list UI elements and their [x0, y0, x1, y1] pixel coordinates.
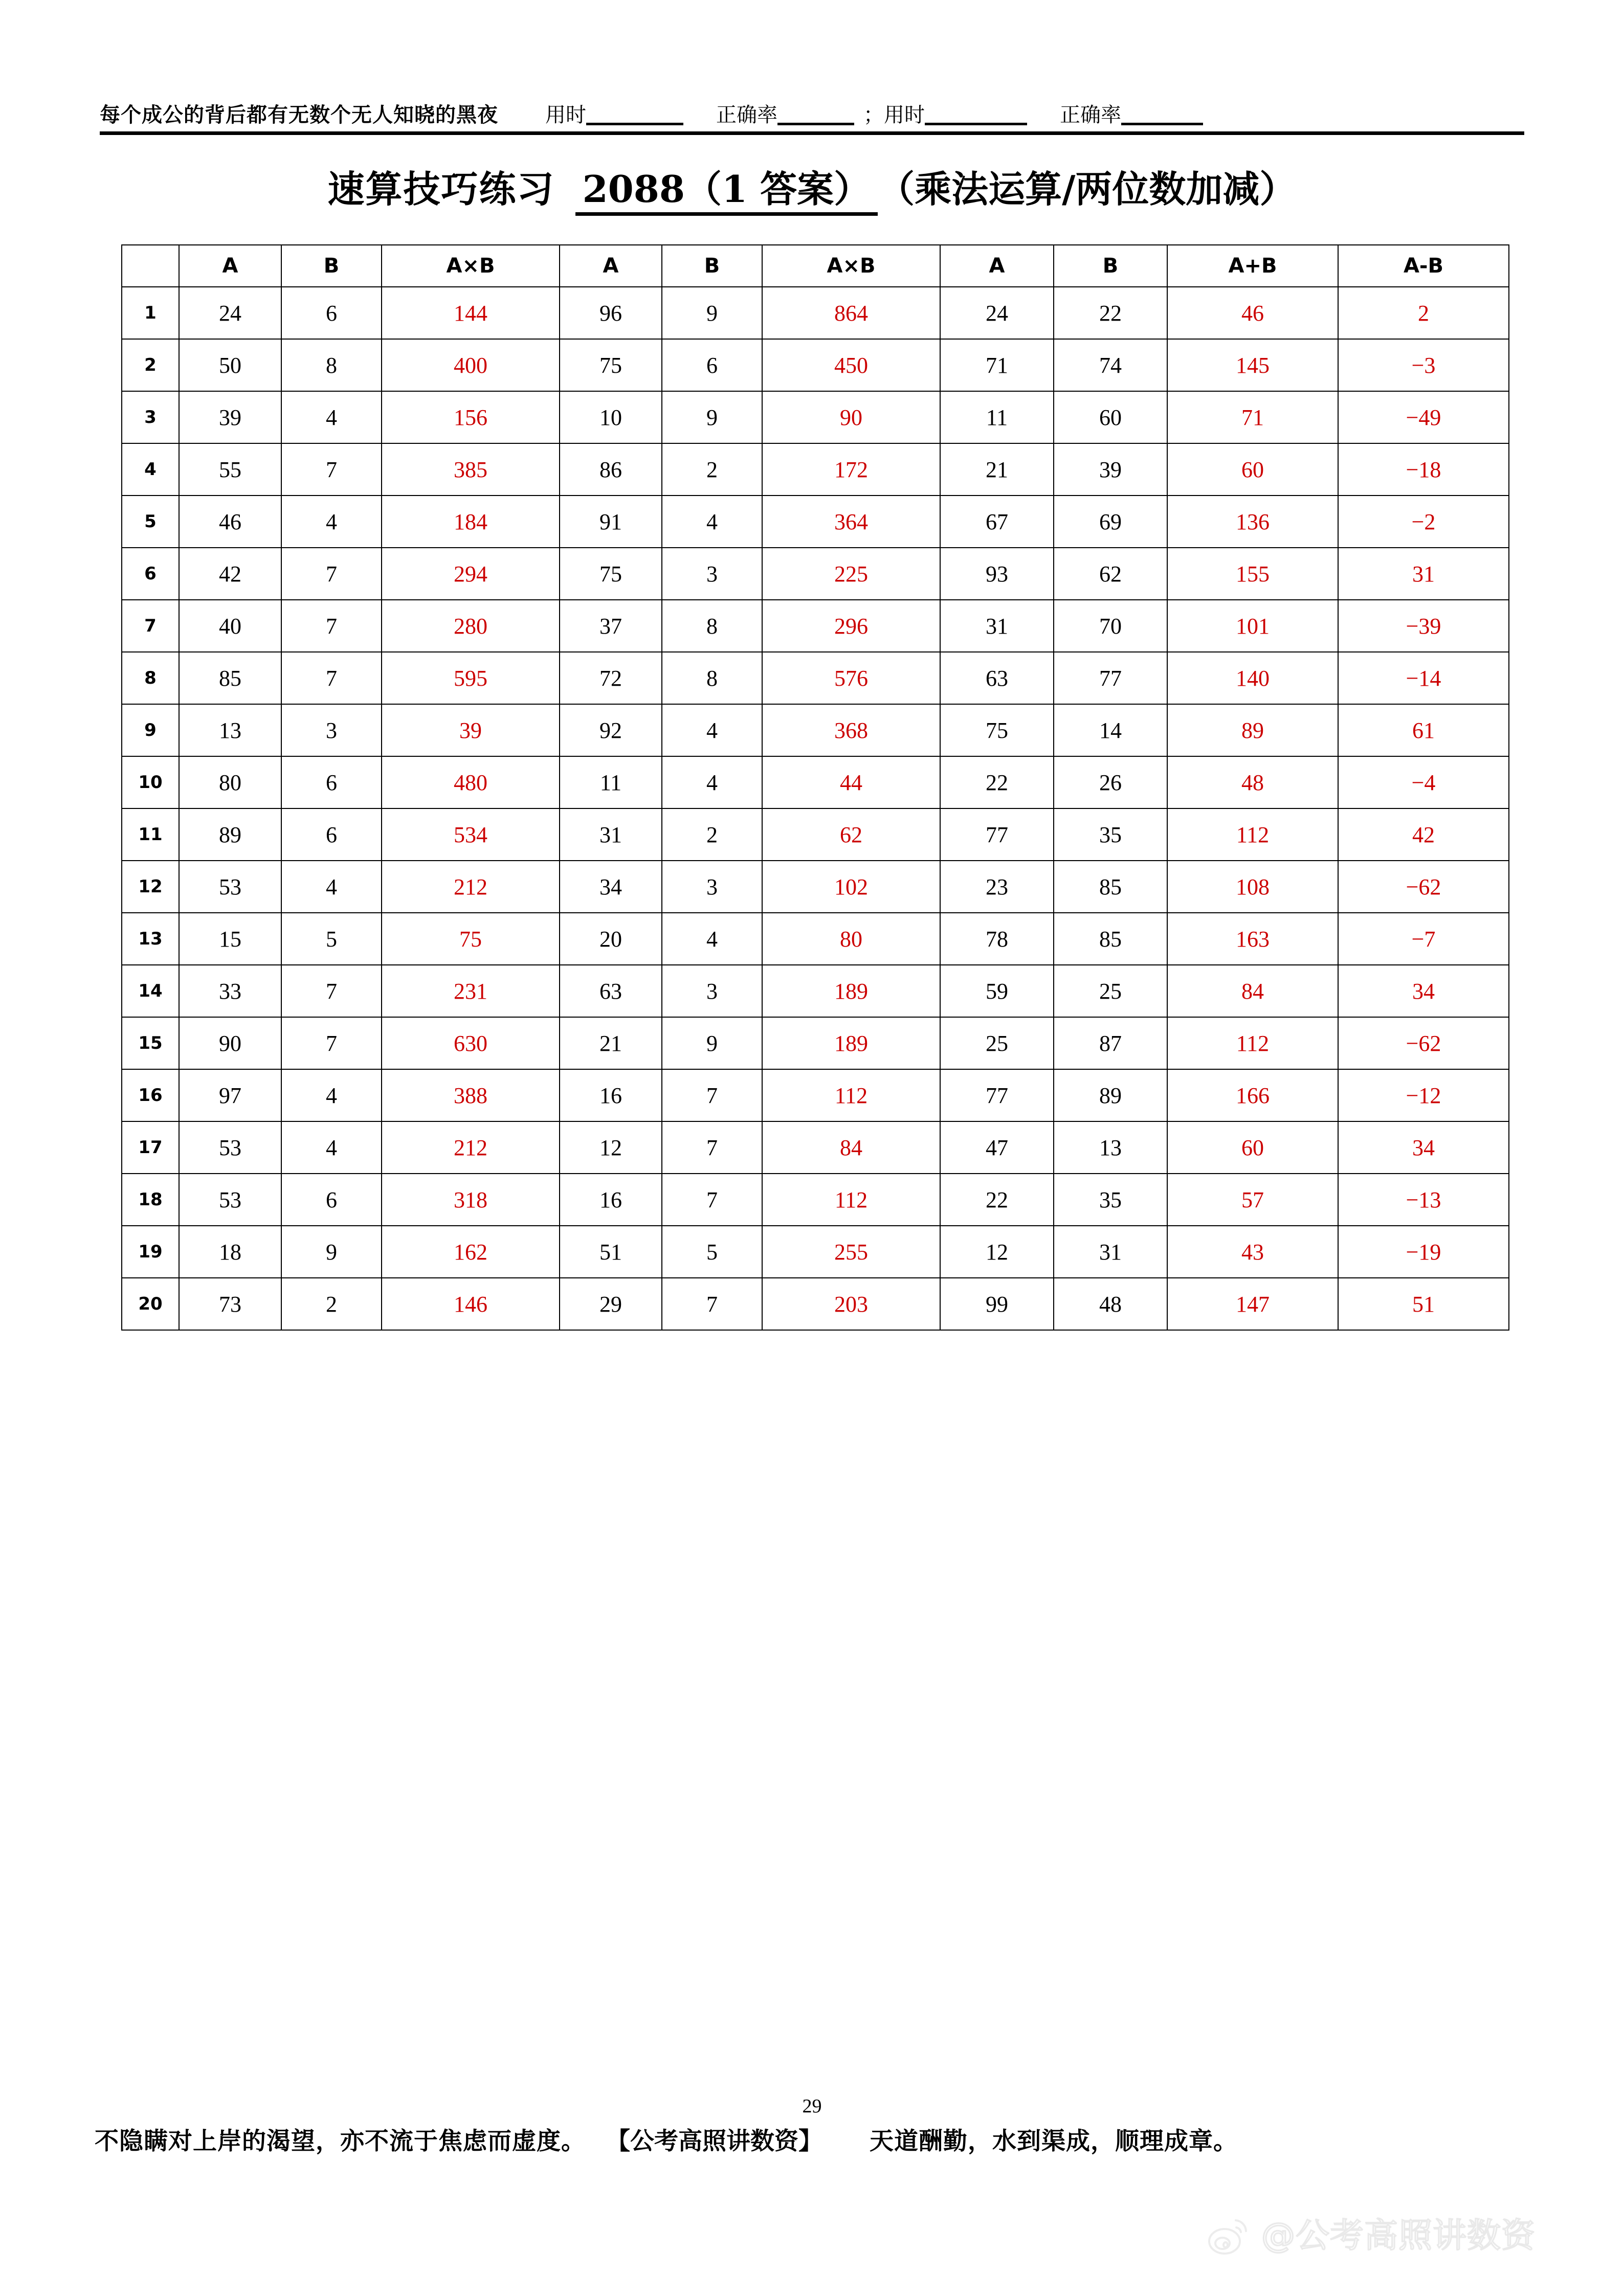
cell-answer: 595	[382, 652, 560, 704]
cell-answer: 84	[762, 1121, 940, 1174]
cell-operand: 75	[560, 339, 662, 391]
cell-operand: 67	[940, 496, 1054, 548]
cell-answer: 388	[382, 1069, 560, 1121]
cell-operand: 46	[179, 496, 281, 548]
cell-operand: 4	[662, 913, 762, 965]
cell-operand: 2	[662, 443, 762, 496]
cell-operand: 13	[179, 704, 281, 756]
cell-operand: 3	[662, 548, 762, 600]
cell-answer: 48	[1167, 756, 1338, 808]
cell-operand: 7	[662, 1174, 762, 1226]
cell-operand: 3	[662, 861, 762, 913]
cell-answer: 212	[382, 1121, 560, 1174]
cell-operand: 16	[560, 1174, 662, 1226]
cell-answer: 112	[762, 1174, 940, 1226]
cell-operand: 18	[179, 1226, 281, 1278]
cell-answer: 162	[382, 1226, 560, 1278]
accuracy-label-2: 正确率	[1060, 103, 1121, 127]
cell-operand: 4	[281, 496, 382, 548]
cell-operand: 77	[940, 1069, 1054, 1121]
cell-operand: 55	[179, 443, 281, 496]
table-row	[122, 861, 1509, 913]
cell-operand: 4	[281, 1121, 382, 1174]
cell-answer: −14	[1338, 652, 1509, 704]
row-index: 6	[122, 548, 179, 600]
row-index: 13	[122, 913, 179, 965]
cell-answer: −49	[1338, 391, 1509, 443]
cell-answer: −62	[1338, 861, 1509, 913]
cell-operand: 63	[560, 965, 662, 1017]
cell-answer: −13	[1338, 1174, 1509, 1226]
cell-operand: 75	[560, 548, 662, 600]
cell-operand: 7	[662, 1278, 762, 1330]
cell-answer: 62	[762, 808, 940, 861]
cell-answer: 450	[762, 339, 940, 391]
cell-answer: 534	[382, 808, 560, 861]
cell-answer: 101	[1167, 600, 1338, 652]
page-running-header	[100, 105, 1524, 135]
row-index: 20	[122, 1278, 179, 1330]
cell-operand: 5	[281, 913, 382, 965]
table-row	[122, 965, 1509, 1017]
cell-answer: 75	[382, 913, 560, 965]
cell-answer: 480	[382, 756, 560, 808]
time-label-1: 用时	[545, 103, 586, 127]
table-row	[122, 548, 1509, 600]
cell-operand: 6	[281, 808, 382, 861]
cell-operand: 9	[662, 391, 762, 443]
cell-operand: 25	[1054, 965, 1167, 1017]
cell-operand: 4	[281, 1069, 382, 1121]
cell-answer: 385	[382, 443, 560, 496]
cell-answer: 294	[382, 548, 560, 600]
column-header-sum: A+B	[1167, 245, 1338, 287]
weibo-watermark	[1207, 2215, 1536, 2256]
row-index: 16	[122, 1069, 179, 1121]
cell-operand: 34	[560, 861, 662, 913]
table-row	[122, 1226, 1509, 1278]
cell-answer: 203	[762, 1278, 940, 1330]
cell-operand: 69	[1054, 496, 1167, 548]
table-row	[122, 1069, 1509, 1121]
cell-operand: 29	[560, 1278, 662, 1330]
cell-operand: 89	[1054, 1069, 1167, 1121]
table-row	[122, 1121, 1509, 1174]
cell-answer: 630	[382, 1017, 560, 1069]
cell-operand: 77	[940, 808, 1054, 861]
cell-operand: 73	[179, 1278, 281, 1330]
cell-answer: 31	[1338, 548, 1509, 600]
cell-operand: 24	[179, 287, 281, 339]
accuracy-field-1	[716, 105, 854, 125]
cell-answer: 231	[382, 965, 560, 1017]
cell-operand: 6	[662, 339, 762, 391]
cell-operand: 7	[281, 652, 382, 704]
cell-answer: −18	[1338, 443, 1509, 496]
row-index: 14	[122, 965, 179, 1017]
cell-answer: 184	[382, 496, 560, 548]
title-main: 速算技巧练习	[327, 167, 555, 211]
cell-operand: 37	[560, 600, 662, 652]
table-row	[122, 1278, 1509, 1330]
cell-answer: 144	[382, 287, 560, 339]
cell-operand: 31	[940, 600, 1054, 652]
row-index: 4	[122, 443, 179, 496]
row-index: 1	[122, 287, 179, 339]
row-index: 7	[122, 600, 179, 652]
weibo-logo-icon	[1207, 2215, 1254, 2256]
cell-answer: 155	[1167, 548, 1338, 600]
cell-answer: 61	[1338, 704, 1509, 756]
table-row	[122, 756, 1509, 808]
column-header-a3: A	[940, 245, 1054, 287]
table-row	[122, 287, 1509, 339]
cell-answer: 146	[382, 1278, 560, 1330]
cell-operand: 85	[179, 652, 281, 704]
cell-operand: 39	[1054, 443, 1167, 496]
cell-operand: 87	[1054, 1017, 1167, 1069]
cell-answer: −62	[1338, 1017, 1509, 1069]
cell-answer: 112	[1167, 808, 1338, 861]
cell-operand: 85	[1054, 861, 1167, 913]
cell-operand: 96	[560, 287, 662, 339]
cell-answer: 136	[1167, 496, 1338, 548]
cell-answer: 163	[1167, 913, 1338, 965]
cell-operand: 21	[560, 1017, 662, 1069]
cell-answer: 51	[1338, 1278, 1509, 1330]
cell-answer: 400	[382, 339, 560, 391]
cell-operand: 6	[281, 756, 382, 808]
cell-answer: −4	[1338, 756, 1509, 808]
cell-answer: 44	[762, 756, 940, 808]
cell-operand: 14	[1054, 704, 1167, 756]
cell-operand: 8	[281, 339, 382, 391]
footer-quote: 不隐瞒对上岸的渴望，亦不流于焦虑而虚度。	[95, 2127, 586, 2155]
table-row	[122, 443, 1509, 496]
cell-operand: 2	[281, 1278, 382, 1330]
row-index: 18	[122, 1174, 179, 1226]
cell-operand: 78	[940, 913, 1054, 965]
cell-operand: 23	[940, 861, 1054, 913]
cell-operand: 11	[560, 756, 662, 808]
cell-operand: 7	[662, 1069, 762, 1121]
cell-answer: 43	[1167, 1226, 1338, 1278]
cell-answer: 280	[382, 600, 560, 652]
cell-operand: 22	[1054, 287, 1167, 339]
cell-operand: 4	[281, 861, 382, 913]
cell-answer: 296	[762, 600, 940, 652]
row-index: 12	[122, 861, 179, 913]
cell-operand: 11	[940, 391, 1054, 443]
column-header-b3: B	[1054, 245, 1167, 287]
row-index: 5	[122, 496, 179, 548]
cell-answer: −2	[1338, 496, 1509, 548]
column-header-product1: A×B	[382, 245, 560, 287]
cell-operand: 7	[281, 965, 382, 1017]
cell-operand: 7	[281, 600, 382, 652]
cell-operand: 3	[281, 704, 382, 756]
cell-answer: 368	[762, 704, 940, 756]
cell-answer: 212	[382, 861, 560, 913]
cell-operand: 13	[1054, 1121, 1167, 1174]
cell-answer: 71	[1167, 391, 1338, 443]
cell-operand: 22	[940, 1174, 1054, 1226]
column-header-index	[122, 245, 179, 287]
cell-operand: 7	[662, 1121, 762, 1174]
cell-answer: 147	[1167, 1278, 1338, 1330]
cell-operand: 4	[662, 704, 762, 756]
cell-operand: 47	[940, 1121, 1054, 1174]
cell-operand: 15	[179, 913, 281, 965]
cell-operand: 99	[940, 1278, 1054, 1330]
cell-answer: 80	[762, 913, 940, 965]
cell-answer: 112	[1167, 1017, 1338, 1069]
cell-operand: 9	[662, 287, 762, 339]
page-title	[0, 169, 1624, 216]
cell-answer: 60	[1167, 443, 1338, 496]
table-row	[122, 600, 1509, 652]
cell-operand: 4	[281, 391, 382, 443]
cell-operand: 75	[940, 704, 1054, 756]
cell-operand: 53	[179, 861, 281, 913]
cell-operand: 92	[560, 704, 662, 756]
cell-answer: 90	[762, 391, 940, 443]
cell-operand: 59	[940, 965, 1054, 1017]
cell-answer: 2	[1338, 287, 1509, 339]
accuracy-field-2	[1060, 105, 1203, 125]
time-blank-1[interactable]	[586, 105, 683, 125]
row-index: 15	[122, 1017, 179, 1069]
cell-operand: 35	[1054, 1174, 1167, 1226]
cell-answer: 156	[382, 391, 560, 443]
cell-operand: 33	[179, 965, 281, 1017]
cell-operand: 8	[662, 652, 762, 704]
table-row	[122, 391, 1509, 443]
cell-operand: 53	[179, 1121, 281, 1174]
row-index: 3	[122, 391, 179, 443]
cell-operand: 71	[940, 339, 1054, 391]
cell-operand: 10	[560, 391, 662, 443]
cell-answer: 112	[762, 1069, 940, 1121]
cell-operand: 77	[1054, 652, 1167, 704]
cell-operand: 48	[1054, 1278, 1167, 1330]
cell-operand: 80	[179, 756, 281, 808]
footer-brand: 【公考高照讲数资】	[606, 2127, 822, 2155]
header-separator: ；	[863, 103, 884, 127]
cell-operand: 35	[1054, 808, 1167, 861]
cell-operand: 24	[940, 287, 1054, 339]
cell-operand: 6	[281, 287, 382, 339]
table-row	[122, 339, 1509, 391]
cell-operand: 50	[179, 339, 281, 391]
cell-operand: 62	[1054, 548, 1167, 600]
cell-answer: 46	[1167, 287, 1338, 339]
cell-operand: 53	[179, 1174, 281, 1226]
table-row	[122, 913, 1509, 965]
cell-operand: 89	[179, 808, 281, 861]
cell-operand: 42	[179, 548, 281, 600]
cell-answer: 108	[1167, 861, 1338, 913]
table-row	[122, 1174, 1509, 1226]
footer-motto: 天道酬勤，水到渠成，顺理成章。	[870, 2127, 1238, 2155]
weibo-handle: @公考高照讲数资	[1261, 2216, 1536, 2255]
cell-operand: 72	[560, 652, 662, 704]
cell-operand: 31	[1054, 1226, 1167, 1278]
cell-operand: 97	[179, 1069, 281, 1121]
row-index: 10	[122, 756, 179, 808]
cell-answer: 225	[762, 548, 940, 600]
cell-operand: 40	[179, 600, 281, 652]
cell-operand: 93	[940, 548, 1054, 600]
cell-answer: 255	[762, 1226, 940, 1278]
cell-operand: 90	[179, 1017, 281, 1069]
page-number: 29	[802, 2096, 822, 2117]
cell-answer: 57	[1167, 1174, 1338, 1226]
cell-operand: 4	[662, 496, 762, 548]
row-index: 19	[122, 1226, 179, 1278]
time-field-1	[545, 105, 683, 125]
cell-operand: 2	[662, 808, 762, 861]
cell-operand: 26	[1054, 756, 1167, 808]
cell-answer: 189	[762, 1017, 940, 1069]
cell-operand: 21	[940, 443, 1054, 496]
cell-operand: 8	[662, 600, 762, 652]
cell-operand: 74	[1054, 339, 1167, 391]
cell-operand: 85	[1054, 913, 1167, 965]
cell-operand: 39	[179, 391, 281, 443]
cell-operand: 91	[560, 496, 662, 548]
cell-answer: 34	[1338, 965, 1509, 1017]
cell-operand: 16	[560, 1069, 662, 1121]
column-header-product2: A×B	[762, 245, 940, 287]
accuracy-label-1: 正确率	[716, 103, 777, 127]
cell-operand: 3	[662, 965, 762, 1017]
cell-operand: 7	[281, 443, 382, 496]
accuracy-blank-2[interactable]	[1121, 105, 1203, 125]
cell-operand: 9	[662, 1017, 762, 1069]
accuracy-blank-1[interactable]	[777, 105, 854, 125]
cell-operand: 12	[560, 1121, 662, 1174]
cell-answer: 102	[762, 861, 940, 913]
column-header-difference: A-B	[1338, 245, 1509, 287]
cell-operand: 51	[560, 1226, 662, 1278]
column-header-b2: B	[662, 245, 762, 287]
cell-operand: 12	[940, 1226, 1054, 1278]
cell-answer: −39	[1338, 600, 1509, 652]
cell-answer: 42	[1338, 808, 1509, 861]
cell-answer: 864	[762, 287, 940, 339]
cell-answer: 172	[762, 443, 940, 496]
cell-operand: 31	[560, 808, 662, 861]
time-field-2	[884, 105, 1027, 125]
title-suffix: （乘法运算/两位数加减）	[878, 167, 1297, 211]
page-footer	[95, 2122, 1537, 2156]
cell-operand: 20	[560, 913, 662, 965]
cell-operand: 6	[281, 1174, 382, 1226]
cell-answer: 89	[1167, 704, 1338, 756]
cell-answer: 576	[762, 652, 940, 704]
cell-answer: 145	[1167, 339, 1338, 391]
cell-operand: 7	[281, 1017, 382, 1069]
row-index: 8	[122, 652, 179, 704]
time-blank-2[interactable]	[925, 105, 1027, 125]
header-motto: 每个成公的背后都有无数个无人知晓的黑夜	[100, 103, 498, 127]
table-row	[122, 704, 1509, 756]
cell-answer: −19	[1338, 1226, 1509, 1278]
cell-answer: 84	[1167, 965, 1338, 1017]
table-row	[122, 808, 1509, 861]
row-index: 9	[122, 704, 179, 756]
row-index: 11	[122, 808, 179, 861]
column-header-a2: A	[560, 245, 662, 287]
cell-answer: 60	[1167, 1121, 1338, 1174]
cell-answer: −3	[1338, 339, 1509, 391]
cell-answer: −12	[1338, 1069, 1509, 1121]
cell-answer: 140	[1167, 652, 1338, 704]
table-row	[122, 496, 1509, 548]
cell-operand: 5	[662, 1226, 762, 1278]
column-header-a1: A	[179, 245, 281, 287]
row-index: 17	[122, 1121, 179, 1174]
cell-answer: 166	[1167, 1069, 1338, 1121]
cell-answer: 318	[382, 1174, 560, 1226]
table-header-row	[122, 245, 1509, 287]
cell-operand: 25	[940, 1017, 1054, 1069]
cell-operand: 63	[940, 652, 1054, 704]
column-header-b1: B	[281, 245, 382, 287]
cell-answer: 39	[382, 704, 560, 756]
cell-operand: 60	[1054, 391, 1167, 443]
cell-operand: 86	[560, 443, 662, 496]
cell-answer: 34	[1338, 1121, 1509, 1174]
row-index: 2	[122, 339, 179, 391]
practice-table	[121, 244, 1509, 1331]
cell-answer: 189	[762, 965, 940, 1017]
time-label-2: 用时	[884, 103, 925, 127]
cell-operand: 7	[281, 548, 382, 600]
table-row	[122, 652, 1509, 704]
cell-operand: 22	[940, 756, 1054, 808]
cell-operand: 9	[281, 1226, 382, 1278]
title-number: 2088（1 答案）	[575, 169, 878, 216]
cell-answer: −7	[1338, 913, 1509, 965]
table-row	[122, 1017, 1509, 1069]
cell-operand: 4	[662, 756, 762, 808]
cell-answer: 364	[762, 496, 940, 548]
cell-operand: 70	[1054, 600, 1167, 652]
